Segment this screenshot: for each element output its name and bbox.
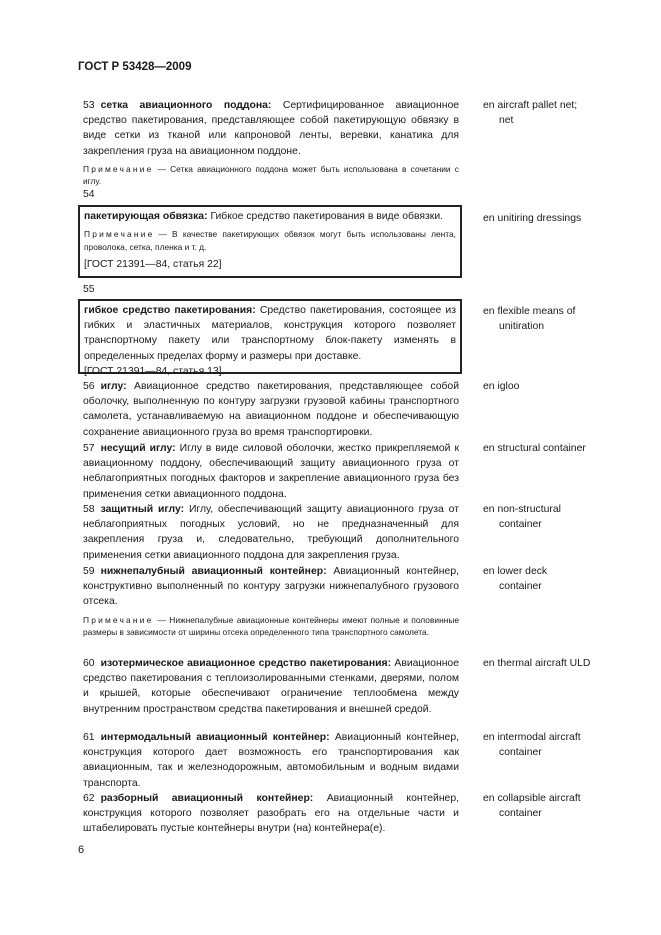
en-term: en lower deck xyxy=(483,566,548,577)
en-term: en structural container xyxy=(483,443,586,454)
note-text: — В качестве пакетирующих обвязок могут быть использованы лента, проволока, сетка, пленка и т. д. xyxy=(84,229,456,252)
term-definition: Авиационное средство пакетирования, представляющее собой оболочку, выполненную по контуру загрузки грузовой кабины транспортного самолета, устанавливаемую на авиационном поддоне и обеспечивающую сохранение авиационного груза во время транспортировки. xyxy=(83,381,460,438)
en-term-cont: net xyxy=(499,115,514,127)
entry-55-box xyxy=(78,299,462,377)
term-name: иглу: xyxy=(100,381,127,392)
english-equivalent-57 xyxy=(483,441,613,456)
english-equivalent-56 xyxy=(483,379,613,394)
entry-number: 62 xyxy=(83,793,95,804)
term-name: сетка авиационного поддона: xyxy=(100,100,272,111)
entry-number: 56 xyxy=(83,381,95,392)
term-name: гибкое средство пакетирования: xyxy=(84,305,256,316)
entry-number: 61 xyxy=(83,732,95,743)
entry-58 xyxy=(83,502,459,563)
entry-57 xyxy=(83,441,459,502)
term-definition: Средство пакетирования, состоящее из гибких и эластичных материалов, конструкция которого позволяет транспортному пакету или транспортному блок-пакету изменять в определенных пределах форму и размеры при доставке. xyxy=(84,305,456,362)
en-term: en unitiring dressings xyxy=(483,213,582,224)
term-definition: Авиационный контейнер, конструкция которого позволяет разобрать его на отдельные части и штабелировать пустые контейнеры внутри (на) контейнера(е). xyxy=(83,793,460,835)
en-term: en aircraft pallet net; xyxy=(483,100,578,111)
term-definition: Авиационный контейнер, конструктивно выполненный по контуру загрузки нижнепалубного грузового отсека. xyxy=(83,566,459,608)
term-definition: Гибкое средство пакетирования в виде обвязки. xyxy=(210,211,444,222)
english-equivalent-59 xyxy=(483,564,613,594)
note-label: Примечание xyxy=(83,614,154,625)
english-equivalent-60 xyxy=(483,656,613,671)
en-term: en collapsible aircraft xyxy=(483,793,581,804)
english-equivalent-55 xyxy=(483,304,613,334)
document-header: ГОСТ Р 53428—2009 xyxy=(78,61,192,73)
source-reference: [ГОСТ 21391—84, статья 22] xyxy=(84,259,222,271)
en-term-cont: container xyxy=(499,581,542,593)
en-term: en thermal aircraft ULD xyxy=(483,658,591,669)
term-definition: Иглу, обеспечивающий защиту авиационного груза от неблагоприятных погодных условий, но не предназначенный для закрепления груза и, следовательно, требующий дополнительного применения сетки авиационного поддона для закрепления груза. xyxy=(83,504,459,561)
en-term-cont: container xyxy=(499,747,542,759)
note-text: — Нижнепалубные авиационные контейнеры имеют полные и половинные размеры в зависимости от ширины отсека определенного типа транспортного самолета. xyxy=(83,614,459,638)
term-definition: Авиационный контейнер, конструкция которого дает возможность его транспортирования как авиационным, так и железнодорожным, автомобильным и водным видами транспорта. xyxy=(83,732,459,789)
en-term-cont: container xyxy=(499,519,542,531)
entry-60 xyxy=(83,656,459,717)
entry-62 xyxy=(83,791,459,837)
term-name: несущий иглу: xyxy=(100,443,176,454)
entry-61 xyxy=(83,730,459,791)
term-definition: Авиационное средство пакетирования с теплоизолированными стенками, дверями, полом и крышей, которые обеспечивают ограничение теплообмена между внутренним пространством средства пакетирования и внешней средой. xyxy=(83,658,459,715)
en-term: en flexible means of xyxy=(483,306,576,317)
entry-number: 53 xyxy=(83,100,95,111)
english-equivalent-53 xyxy=(483,98,613,128)
en-term: en igloo xyxy=(483,381,520,392)
term-name: изотермическое авиационное средство пакетирования: xyxy=(100,658,392,669)
entry-number: 58 xyxy=(83,504,95,515)
english-equivalent-54 xyxy=(483,211,613,226)
entry-55 xyxy=(84,303,456,379)
term-name: интермодальный авиационный контейнер: xyxy=(100,732,330,743)
entry-54 xyxy=(84,209,456,272)
note-label: Примечание xyxy=(83,163,154,174)
term-definition: Сертифицированное авиационное средство пакетирования, представляющее собой пакетирующую обвязку в виде сетки из тканой или капроновой ленты, веревки, канатика для закрепления груза на авиационном поддоне. xyxy=(83,100,459,157)
entry-number-54: 54 xyxy=(83,189,95,200)
en-term-cont: container xyxy=(499,808,542,820)
english-equivalent-58 xyxy=(483,502,613,532)
entry-number: 59 xyxy=(83,566,95,577)
english-equivalent-61 xyxy=(483,730,613,760)
note-text: — Сетка авиационного поддона может быть использована в сочетании с иглу. xyxy=(83,163,459,187)
entry-59 xyxy=(83,564,459,638)
entry-56 xyxy=(83,379,459,440)
term-definition: Иглу в виде силовой оболочки, жестко прикрепляемой к авиационному поддону, обеспечивающий защиту авиационного груза от неблагоприятных погодных факторов и закрепление авиационного груза без применения сетки авиационного поддона. xyxy=(83,443,459,500)
entry-53 xyxy=(83,98,459,188)
entry-54-box xyxy=(78,205,462,278)
entry-number: 57 xyxy=(83,443,95,454)
note-label: Примечание xyxy=(84,229,155,240)
entry-number: 60 xyxy=(83,658,95,669)
entry-number-55: 55 xyxy=(83,284,95,295)
term-name: пакетирующая обвязка: xyxy=(84,211,208,222)
en-term: en non-structural xyxy=(483,504,561,515)
term-name: разборный авиационный контейнер: xyxy=(100,793,314,804)
english-equivalent-62 xyxy=(483,791,613,821)
en-term-cont: unitiration xyxy=(499,321,545,333)
term-name: защитный иглу: xyxy=(100,504,185,515)
source-reference: [ГОСТ 21391—84, статья 13] xyxy=(84,365,222,377)
page-number: 6 xyxy=(78,844,85,856)
term-name: нижнепалубный авиационный контейнер: xyxy=(100,566,327,577)
en-term: en intermodal aircraft xyxy=(483,732,581,743)
